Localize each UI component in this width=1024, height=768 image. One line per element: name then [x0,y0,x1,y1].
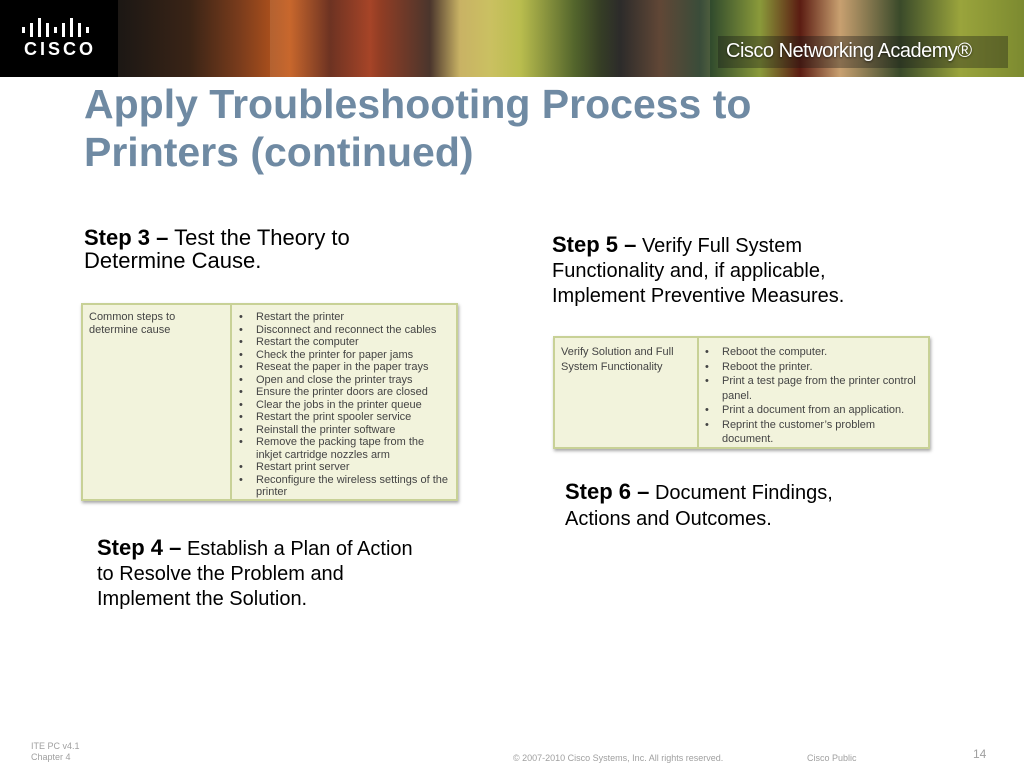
step3-text-2: Determine Cause. [84,248,262,273]
step5-text-2: Functionality and, if applicable, [552,260,826,282]
list-item: • Reconfigure the wireless settings of the printer [256,474,450,499]
step4-text-1: Establish a Plan of Action [186,538,413,560]
step5-label: Step 5 – [552,232,637,257]
footer-course: ITE PC v4.1 [31,741,80,751]
step4-heading [97,535,413,612]
banner-photo-collage [270,0,710,77]
list-item: • Check the printer for paper jams [256,349,450,362]
list-item: • Restart the print spooler service [256,411,450,424]
slide-title [84,80,884,176]
list-item: • Restart the computer [256,336,450,349]
step6-label: Step 6 – [565,479,650,504]
footer-copyright: © 2007-2010 Cisco Systems, Inc. All rights reserved. [513,753,724,763]
list-item: • Restart print server [256,461,450,474]
step3-label: Step 3 – [84,225,169,250]
step3-steps-list [256,311,450,499]
step6-heading [565,479,833,532]
step4-text-3: Implement the Solution. [97,588,308,610]
step5-text-1: Verify Full System [641,235,802,257]
list-item: • Reseat the paper in the paper trays [256,361,450,374]
step3-table [81,303,458,501]
cisco-wordmark: CISCO [24,39,97,59]
list-item: • Restart the printer [256,311,450,324]
list-item: • Clear the jobs in the printer queue [256,399,450,412]
title-line-2: Printers (continued) [84,129,474,175]
list-item: • Print a document from an application. [722,403,922,418]
list-item: • Reprint the customer’s problem document. [722,418,922,447]
step5-table-label [554,337,698,448]
academy-name: Cisco Networking Academy® [726,40,972,62]
list-item: • Reboot the computer. [722,345,922,360]
cisco-bridge-logo-icon [22,18,92,38]
list-item: • Remove the packing tape from the inkjet cartridge nozzles arm [256,436,450,461]
title-line-1: Apply Troubleshooting Process to [84,81,752,127]
step5-table [553,336,930,449]
step4-text-2: to Resolve the Problem and [97,563,344,585]
step3-table-label-line-2: determine cause [89,323,171,336]
cisco-logo [0,0,118,77]
step6-text-2: Actions and Outcomes. [565,508,772,530]
list-item: • Open and close the printer trays [256,374,450,387]
header-banner [0,0,1024,77]
page-number: 14 [973,747,987,761]
step5-text-3: Implement Preventive Measures. [552,285,845,307]
step3-table-label [82,304,231,500]
step3-text-1: Test the Theory to [174,225,350,250]
step4-label: Step 4 – [97,535,182,560]
list-item: • Ensure the printer doors are closed [256,386,450,399]
step5-heading [552,232,844,309]
step3-table-label-line-1: Common steps to [89,311,176,323]
step5-table-label-line-1: Verify Solution and Full [561,346,674,358]
step3-table-items [231,304,457,500]
list-item: • Reboot the printer. [722,360,922,375]
step6-text-1: Document Findings, [654,482,833,504]
footer-course-info [31,741,80,763]
list-item: • Disconnect and reconnect the cables [256,324,450,337]
step3-heading [84,226,350,272]
step5-steps-list [722,345,922,447]
list-item: • Reinstall the printer software [256,424,450,437]
footer-classification: Cisco Public [807,753,857,763]
step5-table-label-line-2: System Functionality [561,360,663,373]
footer-chapter: Chapter 4 [31,752,71,762]
list-item: • Print a test page from the printer control panel. [722,374,922,403]
step5-table-items [698,337,929,448]
